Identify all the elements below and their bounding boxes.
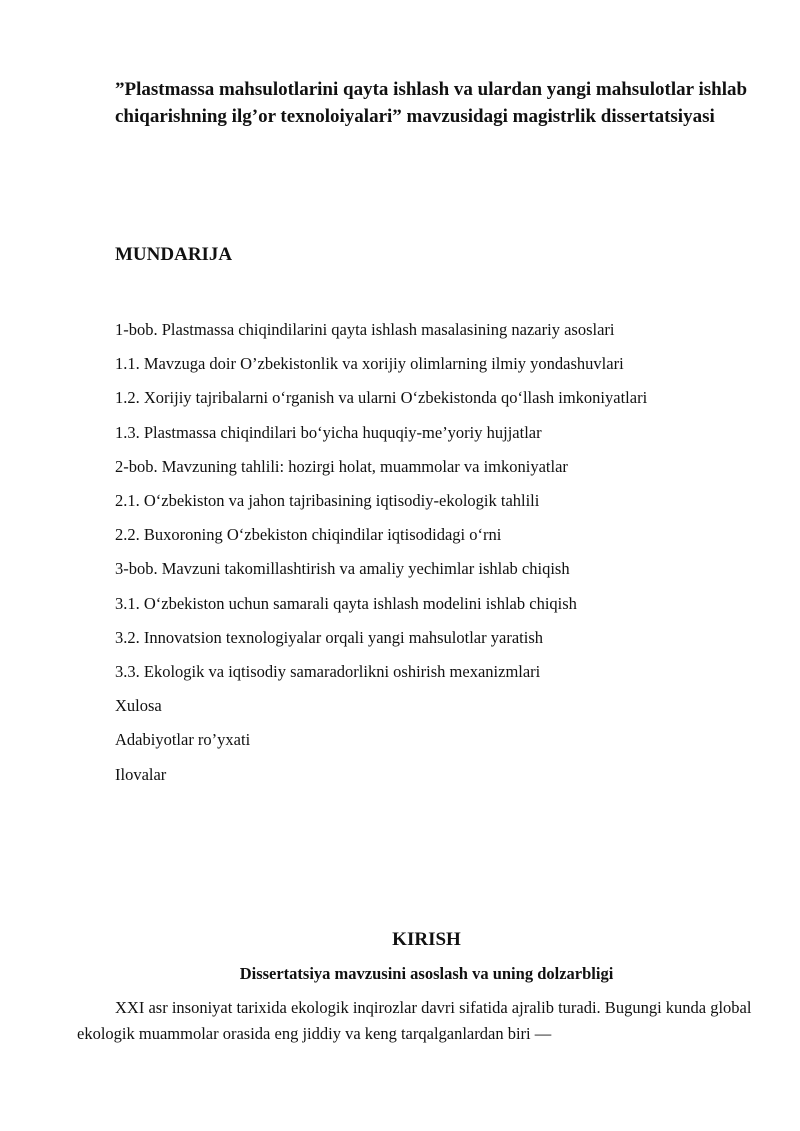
intro-paragraph: XXI asr insoniyat tarixida ekologik inqirozlar davri sifatida ajralib turadi. Bugungi kunda global ekologik muammolar orasida eng jiddiy va keng tarqalganlardan biri —	[77, 998, 752, 1043]
toc-item-3-2: 3.2. Innovatsion texnologiyalar orqali yangi mahsulotlar yaratish	[115, 627, 543, 647]
toc-item-references: Adabiyotlar ro’yxati	[115, 730, 251, 750]
toc-item-1-3: 1.3. Plastmassa chiqindilari bo‘yicha huquqiy-me’yoriy hujjatlar	[115, 422, 542, 442]
toc-item-conclusion: Xulosa	[115, 696, 162, 716]
intro-heading: KIRISH	[392, 929, 461, 950]
toc-heading: MUNDARIJA	[115, 244, 233, 265]
toc-item-1-1: 1.1. Mavzuga doir O’zbekistonlik va xorijiy olimlarning ilmiy yondashuvlari	[115, 354, 624, 374]
table-of-contents	[115, 313, 765, 792]
intro-subheading: Dissertatsiya mavzusini asoslash va uning dolzarbligi	[239, 964, 614, 983]
toc-item-chapter-1: 1-bob. Plastmassa chiqindilarini qayta ishlash masalasining nazariy asoslari	[115, 320, 615, 339]
toc-item-chapter-3: 3-bob. Mavzuni takomillashtirish va amaliy yechimlar ishlab chiqish	[115, 559, 570, 579]
toc-item-appendices: Ilovalar	[115, 764, 167, 784]
toc-item-3-3: 3.3. Ekologik va iqtisodiy samaradorlikni oshirish mexanizmlari	[115, 662, 541, 682]
document-title: ”Plastmassa mahsulotlarini qayta ishlash va ulardan yangi mahsulotlar ishlab chiqarishning ilg’or texnoloiyalari” mavzusidagi magistrlik dissertatsiyasi	[115, 79, 748, 127]
toc-item-chapter-2: 2-bob. Mavzuning tahlili: hozirgi holat, muammolar va imkoniyatlar	[115, 456, 568, 476]
toc-item-3-1: 3.1. O‘zbekiston uchun samarali qayta ishlash modelini ishlab chiqish	[115, 593, 577, 613]
toc-item-2-2: 2.2. Buxoroning O‘zbekiston chiqindilar iqtisodidagi o‘rni	[115, 525, 502, 545]
toc-item-2-1: 2.1. O‘zbekiston va jahon tajribasining iqtisodiy-ekologik tahlili	[115, 491, 540, 511]
toc-item-1-2: 1.2. Xorijiy tajribalarni o‘rganish va ularni O‘zbekistonda qo‘llash imkoniyatlari	[115, 388, 648, 408]
